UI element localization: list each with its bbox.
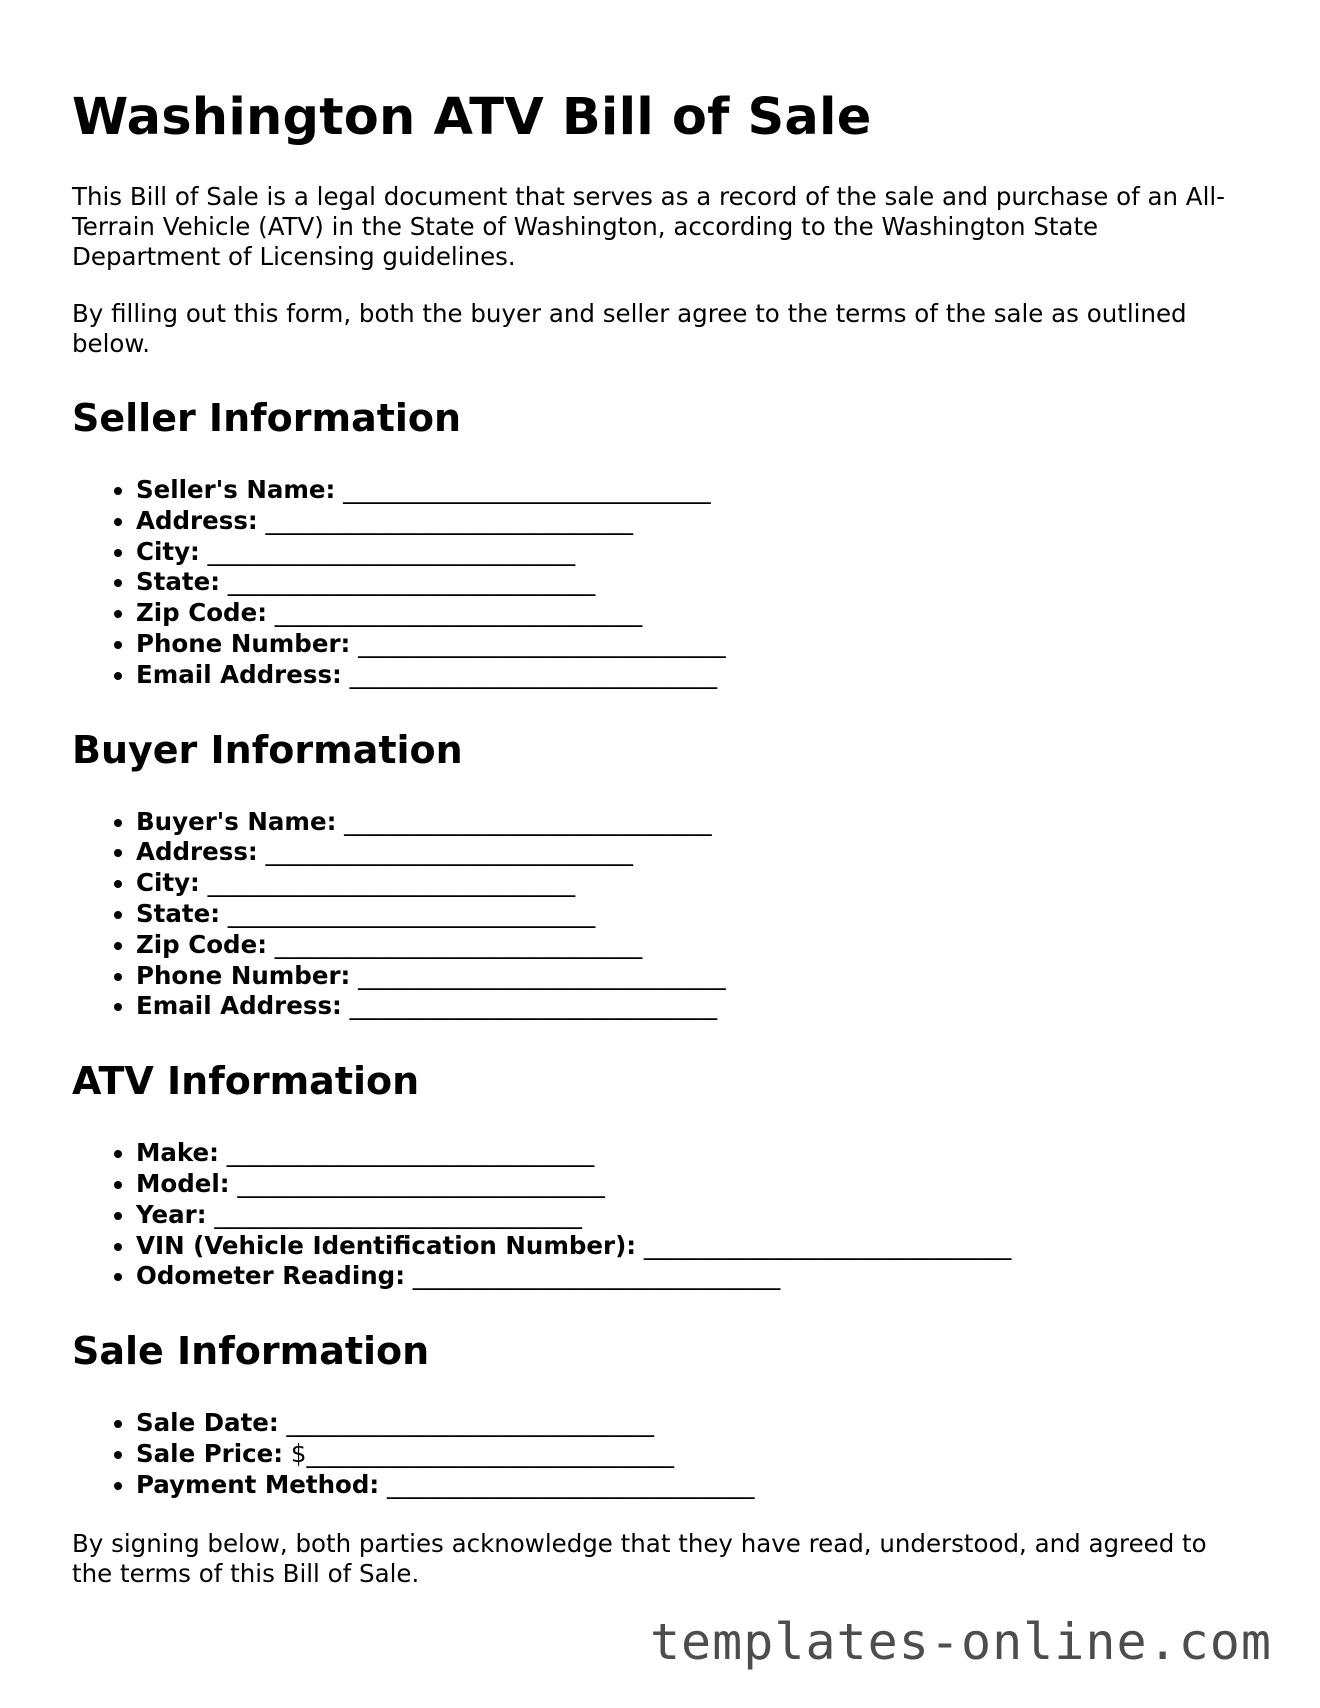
closing-paragraph: By signing below, both parties acknowledge that they have read, understood, and agreed to the terms of this Bill of Sale.: [72, 1528, 1207, 1588]
field-blank: ______________________________: [229, 1168, 605, 1198]
field-label: Email Address:: [136, 659, 342, 689]
field-blank: ______________________________: [220, 567, 596, 597]
field-label: Sale Price:: [136, 1438, 284, 1468]
field-blank: ______________________________: [278, 1408, 655, 1438]
field-blank: ______________________________: [636, 1230, 1012, 1260]
atv-make-field: [136, 1138, 1252, 1169]
page-title: Washington ATV Bill of Sale: [72, 88, 872, 147]
buyer-phone-field: [136, 961, 1252, 992]
field-label: Seller's Name:: [136, 475, 336, 504]
field-label: City:: [136, 536, 200, 566]
atv-vin-field: [136, 1231, 1252, 1262]
buyer-name-field: [136, 807, 1252, 838]
intro-paragraph-1: This Bill of Sale is a legal document that serves as a record of the sale and purchase of an All-Terrain Vehicle (ATV) in the State of Washington, according to the Washington State Department of Licensing guidelines.: [72, 182, 1226, 271]
seller-address-field: [136, 506, 1252, 537]
seller-name-field: [136, 475, 1252, 506]
buyer-heading: Buyer Information: [72, 727, 463, 772]
field-label: Payment Method:: [136, 1469, 380, 1499]
field-label: Make:: [136, 1138, 219, 1168]
field-blank: ______________________________: [267, 598, 643, 628]
field-label: VIN (Vehicle Identification Number):: [136, 1230, 637, 1260]
document-page: [72, 88, 1252, 1616]
sale-field-list: [72, 1408, 1252, 1500]
field-label: State:: [136, 898, 221, 928]
atv-heading: ATV Information: [72, 1059, 420, 1104]
field-blank: ______________________________: [267, 929, 643, 959]
payment-method-field: [136, 1470, 1252, 1501]
field-label: Address:: [136, 837, 258, 867]
field-blank: ______________________________: [257, 505, 633, 535]
field-label: State:: [136, 567, 221, 597]
buyer-state-field: [136, 899, 1252, 930]
field-label: Phone Number:: [136, 960, 351, 990]
field-blank: ______________________________: [206, 1199, 582, 1229]
field-blank: ______________________________: [405, 1261, 781, 1291]
buyer-zip-field: [136, 930, 1252, 961]
seller-state-field: [136, 567, 1252, 598]
buyer-city-field: [136, 868, 1252, 899]
field-label: Odometer Reading:: [136, 1261, 406, 1291]
field-blank: ______________________________: [379, 1469, 755, 1499]
buyer-email-field: [136, 991, 1252, 1022]
field-blank: ______________________________: [341, 991, 718, 1021]
atv-field-list: [72, 1138, 1252, 1292]
field-label: Sale Date:: [136, 1408, 279, 1438]
atv-odometer-field: [136, 1261, 1252, 1292]
buyer-address-field: [136, 837, 1252, 868]
field-blank: ______________________________: [218, 1138, 595, 1168]
intro-paragraph-2: By filling out this form, both the buyer and seller agree to the terms of the sale as outlined below.: [72, 299, 1187, 358]
seller-email-field: [136, 660, 1252, 691]
field-blank: ______________________________: [341, 659, 718, 689]
seller-phone-field: [136, 629, 1252, 660]
field-blank: ______________________________: [199, 536, 576, 566]
sale-date-field: [136, 1408, 1252, 1439]
sale-heading: Sale Information: [72, 1329, 430, 1374]
sale-price-field: [136, 1439, 1252, 1470]
field-blank: ______________________________: [257, 837, 633, 867]
field-blank: ______________________________: [350, 960, 726, 990]
field-blank: ______________________________: [350, 628, 726, 658]
field-blank: $______________________________: [283, 1438, 674, 1468]
field-label: Buyer's Name:: [136, 806, 337, 836]
field-label: Model:: [136, 1168, 230, 1198]
field-label: Address:: [136, 505, 258, 535]
seller-city-field: [136, 537, 1252, 568]
field-label: Year:: [136, 1199, 207, 1229]
field-label: Phone Number:: [136, 628, 351, 658]
seller-heading: Seller Information: [72, 396, 462, 440]
atv-model-field: [136, 1169, 1252, 1200]
field-label: Zip Code:: [136, 598, 267, 628]
field-label: Email Address:: [136, 991, 342, 1021]
buyer-field-list: [72, 807, 1252, 1023]
field-label: City:: [136, 868, 200, 898]
seller-zip-field: [136, 598, 1252, 629]
atv-year-field: [136, 1200, 1252, 1231]
field-blank: ______________________________: [336, 806, 712, 836]
seller-field-list: [72, 475, 1252, 691]
field-label: Zip Code:: [136, 929, 267, 959]
field-blank: ______________________________: [335, 475, 711, 504]
field-blank: ______________________________: [199, 868, 576, 898]
field-blank: ______________________________: [220, 898, 596, 928]
watermark: templates-online.com: [649, 1613, 1272, 1671]
